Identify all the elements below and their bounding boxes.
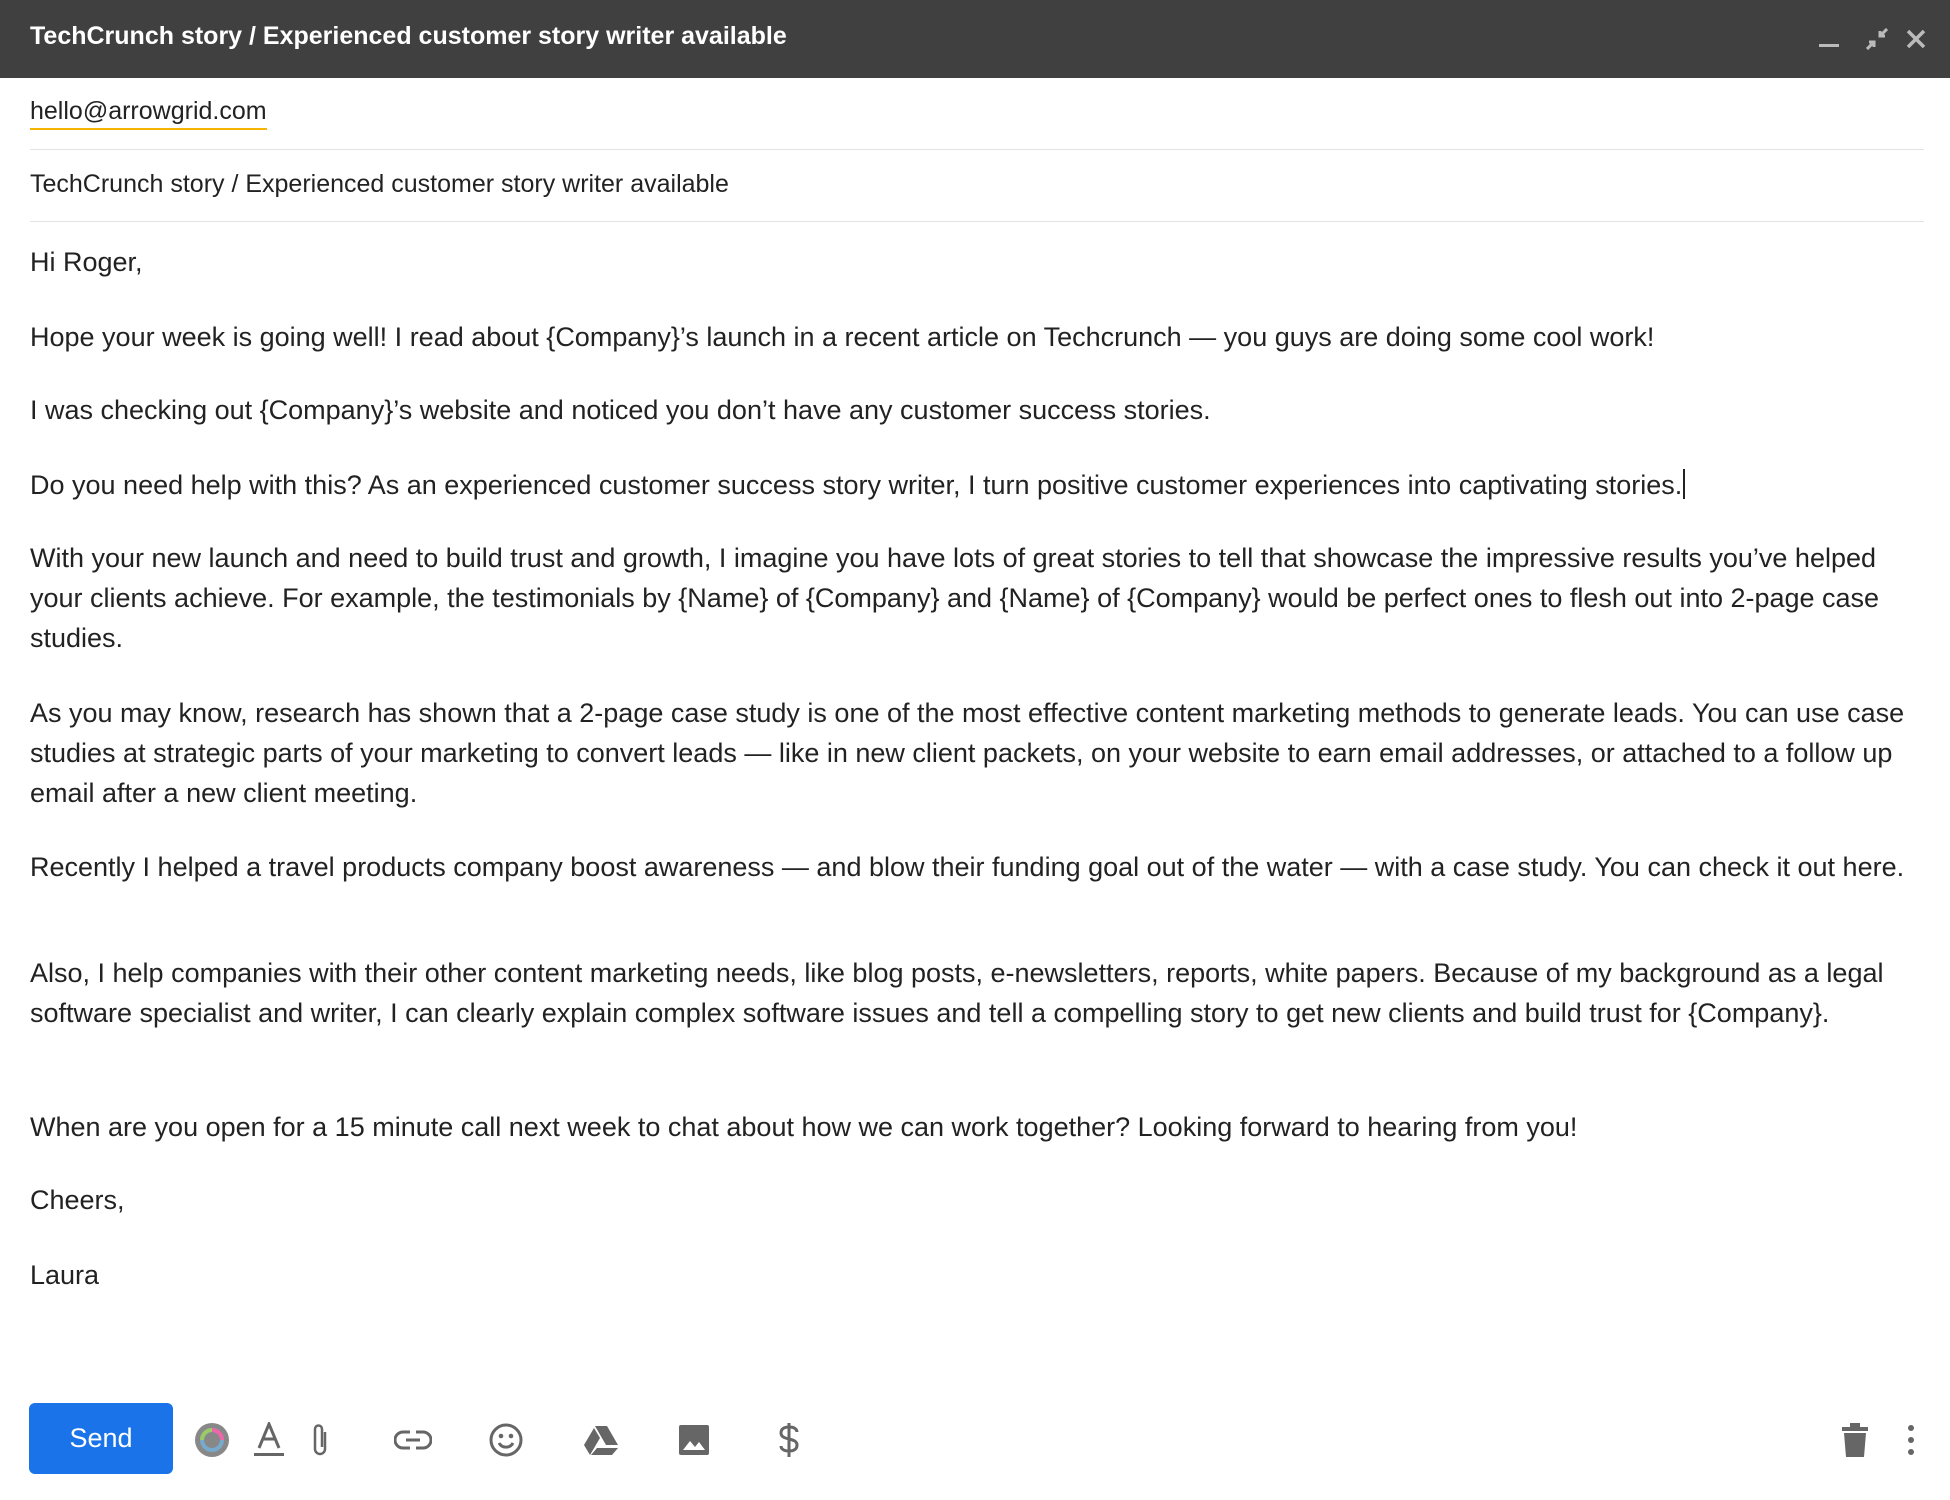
dollar-icon <box>777 1421 801 1459</box>
minimize-icon <box>1819 44 1839 47</box>
insert-link-button[interactable] <box>393 1420 433 1460</box>
body-paragraph: Recently I helped a travel products company boost awareness — and blow their funding goal out of the water — with a case study. You can check it out here. <box>30 852 1905 882</box>
paperclip-icon <box>310 1422 330 1458</box>
body-paragraph: When are you open for a 15 minute call next week to chat about how we can work together? Looking forward to hearing from you! <box>30 1112 1578 1142</box>
attach-button[interactable] <box>300 1420 340 1460</box>
body-paragraph: I was checking out {Company}’s website and noticed you don’t have any customer success stories. <box>30 395 1211 425</box>
close-icon <box>1906 29 1926 49</box>
send-button[interactable]: Send <box>29 1403 173 1474</box>
divider <box>30 221 1924 222</box>
body-paragraph: With your new launch and need to build trust and growth, I imagine you have lots of great stories to tell that showcase the impressive results you’ve helped your clients achieve. For example, the testimonials by {Name} of {Company} and {Name} of {Company} would be perfect ones to flesh out into 2-page case studies. <box>30 543 1880 653</box>
exit-fullscreen-button[interactable] <box>1860 22 1894 56</box>
google-drive-icon <box>583 1424 619 1456</box>
photo-icon <box>678 1424 710 1456</box>
exit-fullscreen-icon <box>1866 28 1888 50</box>
minimize-button[interactable] <box>1812 22 1846 56</box>
body-paragraph: Hope your week is going well! I read about {Company}’s launch in a recent article on Techcrunch — you guys are doing some cool work! <box>30 322 1655 352</box>
more-vert-icon <box>1907 1424 1915 1456</box>
trash-icon <box>1840 1422 1870 1458</box>
recipient-chip[interactable]: hello@arrowgrid.com <box>30 97 267 130</box>
body-paragraph: Cheers, <box>30 1185 125 1215</box>
emoji-button[interactable] <box>486 1420 526 1460</box>
text-caret <box>1683 469 1685 499</box>
body-paragraph <box>30 465 1925 505</box>
emoji-icon <box>488 1422 524 1458</box>
subject-field[interactable]: TechCrunch story / Experienced customer story writer available <box>30 170 729 198</box>
link-icon <box>394 1429 432 1451</box>
send-money-button[interactable] <box>769 1420 809 1460</box>
window-title: TechCrunch story / Experienced customer story writer available <box>30 22 787 50</box>
body-paragraph: Laura <box>30 1260 100 1290</box>
compose-title-bar <box>0 0 1950 78</box>
more-options-button[interactable] <box>1891 1420 1931 1460</box>
divider <box>30 149 1924 150</box>
body-text: Do you need help with this? As an experienced customer success story writer, I turn positive customer experiences into captivating stories. <box>30 470 1683 500</box>
drive-button[interactable] <box>581 1420 621 1460</box>
body-paragraph: Hi Roger, <box>30 247 143 277</box>
text-format-icon <box>253 1422 285 1458</box>
mailtrack-button[interactable] <box>192 1420 232 1460</box>
close-button[interactable] <box>1899 22 1933 56</box>
body-paragraph: As you may know, research has shown that a 2-page case study is one of the most effective content marketing methods to generate leads. You can use case studies at strategic parts of your marketing to convert leads — like in new client packets, on your website to earn email addresses, or attached to a follow up email after a new client meeting. <box>30 698 1905 808</box>
insert-photo-button[interactable] <box>674 1420 714 1460</box>
formatting-button[interactable] <box>249 1420 289 1460</box>
body-paragraph: Also, I help companies with their other content marketing needs, like blog posts, e-newsletters, reports, white papers. Because of my background as a legal software specialist and writer, I can clearly explain complex software issues and tell a compelling story to get new clients and build trust for {Company}. <box>30 958 1884 1028</box>
discard-draft-button[interactable] <box>1835 1420 1875 1460</box>
color-wheel-icon <box>194 1422 230 1458</box>
